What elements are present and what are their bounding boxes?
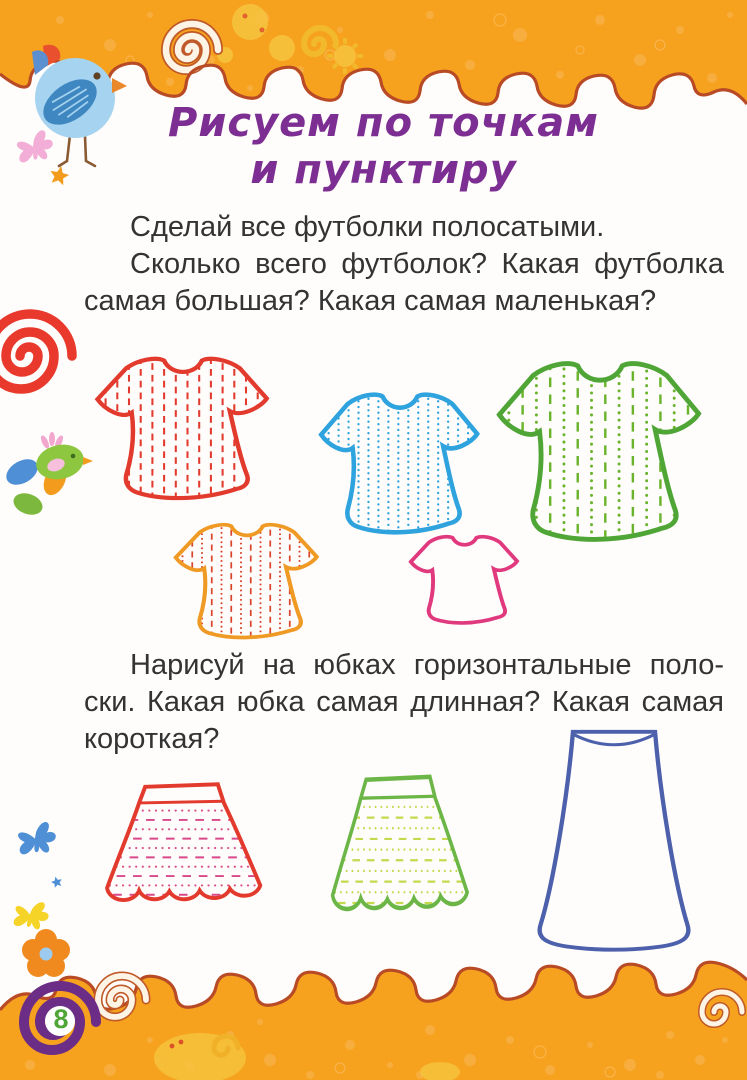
green-skirt[interactable] <box>324 777 473 914</box>
page-number: 8 <box>53 1004 69 1034</box>
task1-text <box>84 209 724 320</box>
red-tshirt[interactable] <box>98 351 267 506</box>
blue-skirt-outline <box>540 732 689 950</box>
page-title-line2: и пунктиру <box>250 147 517 193</box>
page-title-line1: Рисуем по точкам <box>168 100 599 146</box>
orange-flower-icon <box>22 929 70 977</box>
red-skirt[interactable] <box>97 784 267 904</box>
blue-skirt[interactable] <box>540 732 689 950</box>
blue-tshirt[interactable] <box>321 387 477 540</box>
blue-star-icon <box>50 875 63 888</box>
bottom-band <box>0 962 747 1080</box>
green-tshirt-outline <box>499 364 698 540</box>
pink-tshirt[interactable] <box>411 537 517 623</box>
green-bird-icon <box>2 432 93 519</box>
blue-butterfly-icon <box>16 821 58 856</box>
page-title <box>20 100 747 194</box>
task1-sentence2: Сколько всего футболок? Какая футболка самая большая? Какая самая маленькая? <box>84 248 724 317</box>
yellow-butterfly-icon <box>13 899 50 930</box>
orange-tshirt-outline <box>176 525 317 638</box>
red-skirt-waistband <box>140 801 223 803</box>
task1-sentence1: Сделай все футболки полосатыми. <box>130 211 605 243</box>
task2-text <box>84 647 724 758</box>
pink-tshirt-outline <box>411 537 517 623</box>
red-tshirt-outline <box>98 359 267 498</box>
green-skirt-stripes <box>324 807 473 914</box>
green-skirt-waistband <box>362 796 435 798</box>
green-tshirt[interactable] <box>499 354 698 549</box>
orange-tshirt[interactable] <box>176 519 317 644</box>
task2-sentence1: Нарисуй на юбках горизонтальные полоски. Какая юбка самая длинная? Какая самая короткая? <box>84 649 724 755</box>
red-skirt-stripes <box>97 811 267 905</box>
red-spiral-icon <box>0 314 72 389</box>
